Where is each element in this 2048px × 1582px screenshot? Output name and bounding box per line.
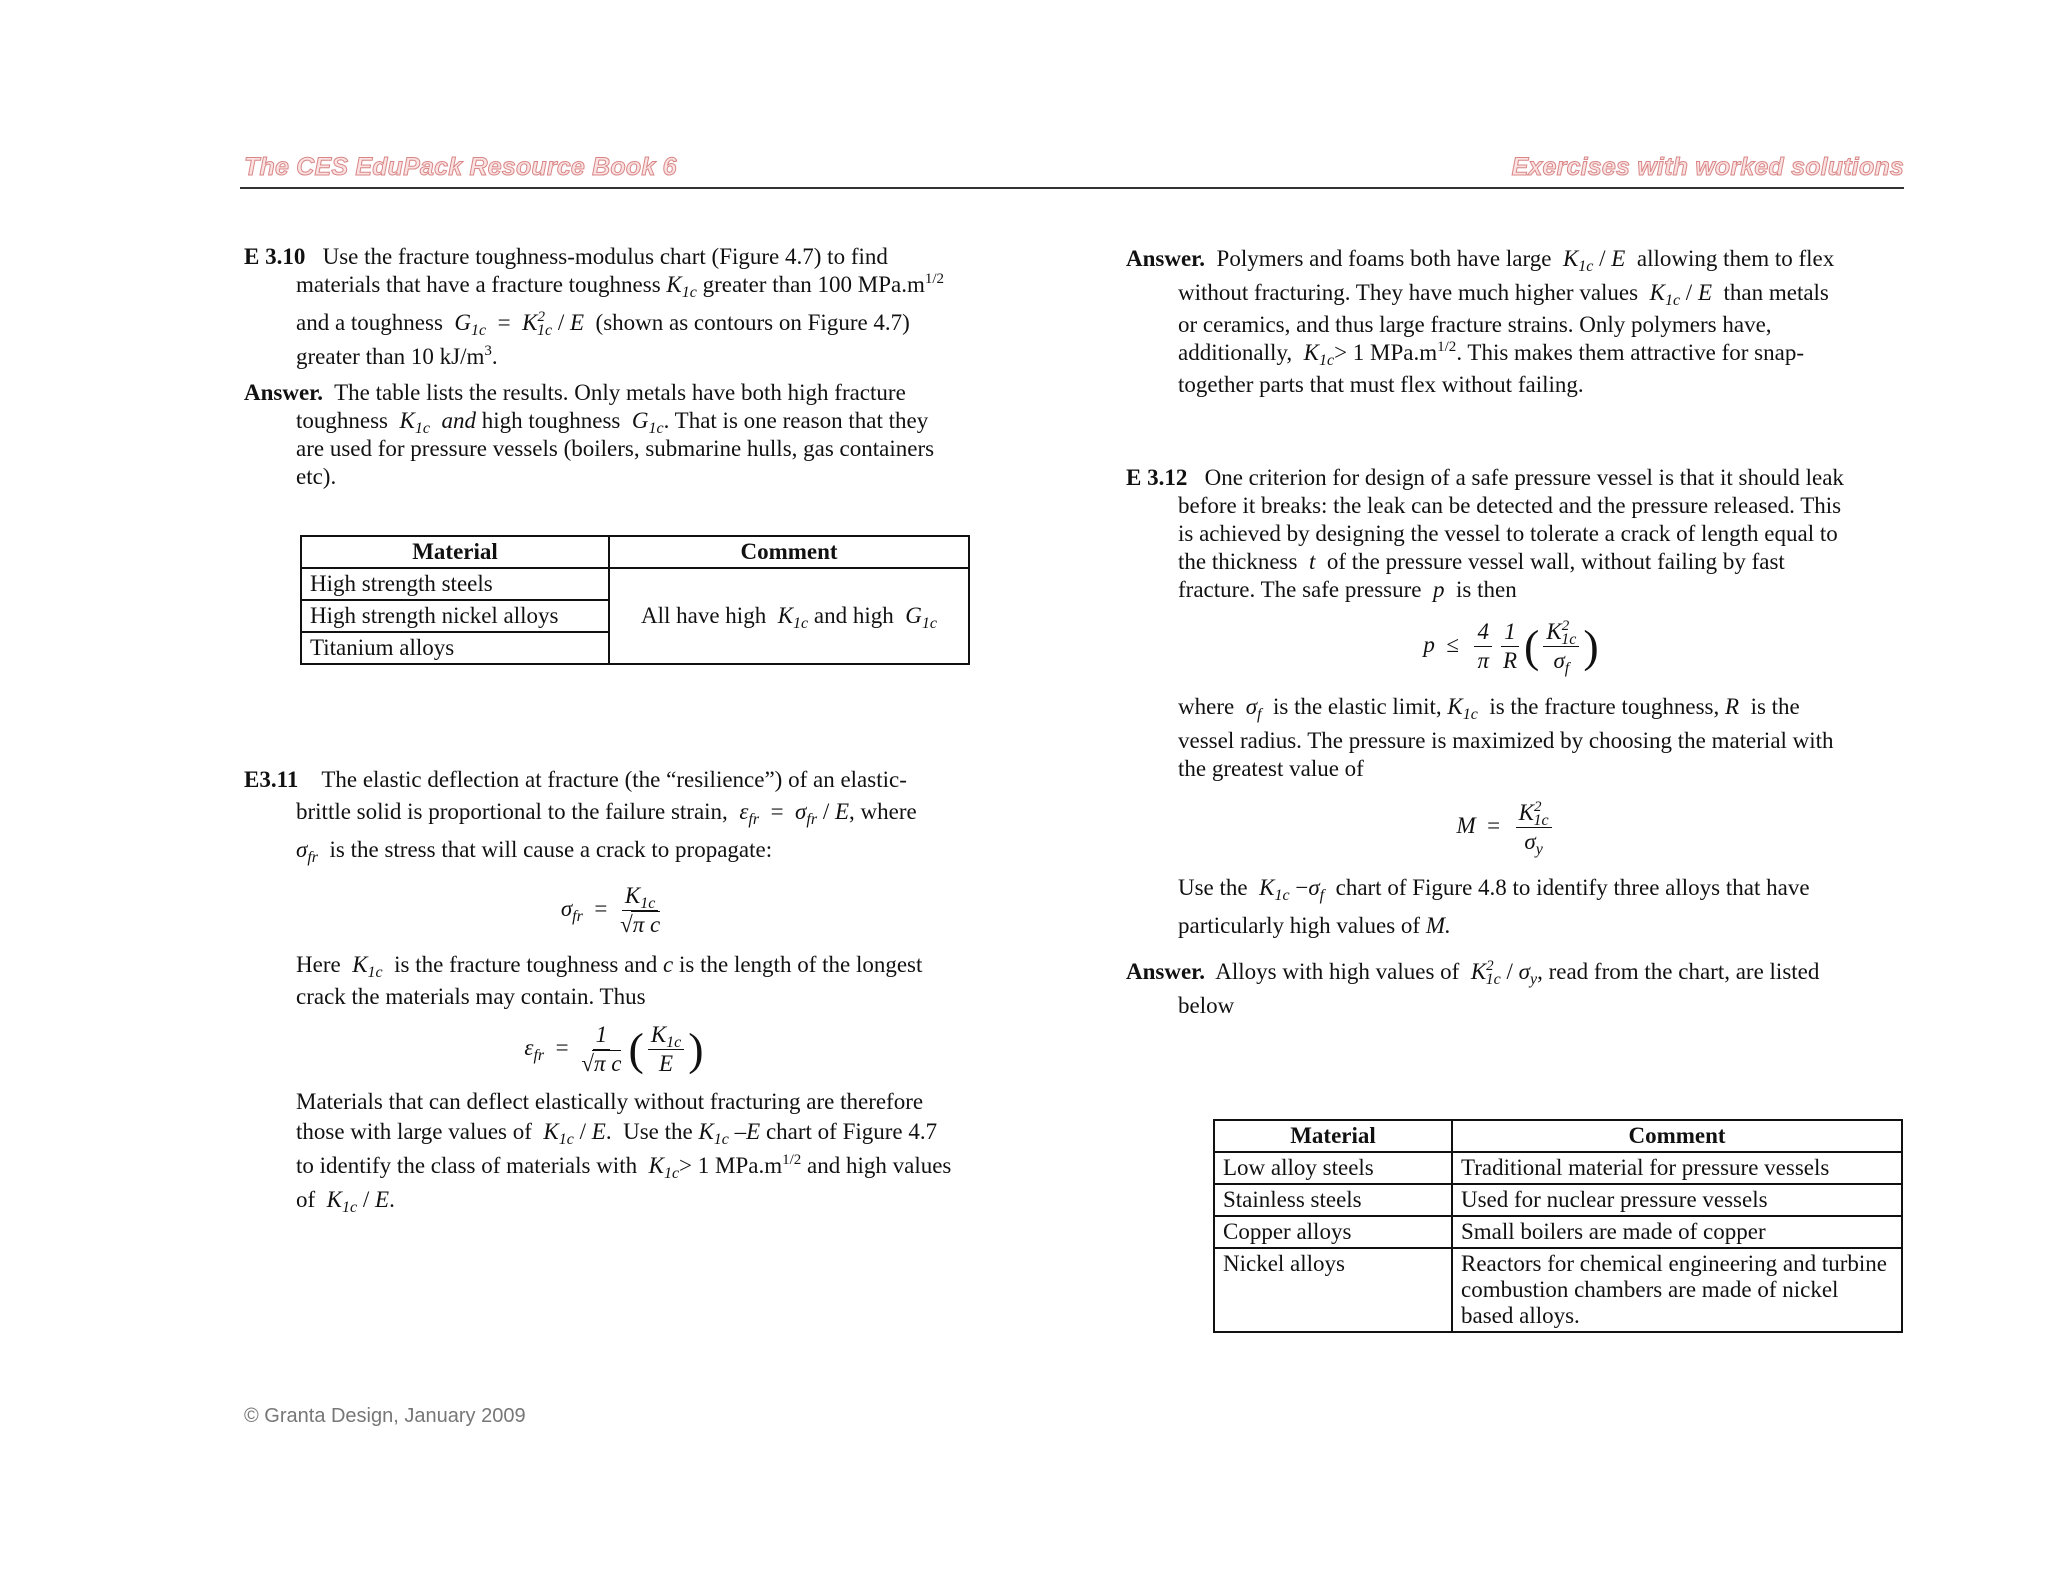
answer-text: . This makes them attractive for snap- bbox=[1456, 340, 1804, 365]
answer-text: Polymers and foams both have large bbox=[1216, 246, 1552, 271]
body-text: where bbox=[1178, 694, 1235, 719]
question-text: fracture. The safe pressure bbox=[1178, 577, 1422, 602]
exercise-label: E3.11 bbox=[244, 767, 299, 792]
answer-text: without fracturing. They have much higher values bbox=[1178, 280, 1639, 305]
table-header: Comment bbox=[1452, 1120, 1902, 1152]
body-text: c bbox=[663, 952, 674, 977]
header-rule bbox=[240, 187, 1904, 189]
question-text: Use the fracture toughness-modulus chart (Figure 4.7) to find bbox=[322, 244, 888, 269]
body-text: crack the materials may contain. Thus bbox=[296, 984, 646, 1009]
table-header: Material bbox=[1214, 1120, 1452, 1152]
answer-label: Answer. bbox=[244, 380, 324, 405]
exercise-label: E 3.10 bbox=[244, 244, 306, 269]
question-text: One criterion for design of a safe pressure vessel is that it should leak bbox=[1204, 465, 1844, 490]
table-cell: High strength steels bbox=[301, 568, 609, 600]
table-row bbox=[1214, 1184, 1902, 1216]
question-text: of the pressure vessel wall, without failing by fast bbox=[1326, 549, 1785, 574]
table-cell: Used for nuclear pressure vessels bbox=[1452, 1184, 1902, 1216]
body-text: the greatest value of bbox=[1178, 756, 1364, 781]
answer-text: The table lists the results. Only metals have both high fracture bbox=[334, 380, 906, 405]
equation-crack-stress: $\sigma_{fr}$ = $\frac{K_{1c}}{\text{√π c}}$ bbox=[560, 883, 661, 937]
body-text: Use the bbox=[623, 1119, 693, 1144]
answer-text: or ceramics, and thus large fracture strains. Only polymers have, bbox=[1178, 312, 1772, 337]
body-text: is the length of the longest bbox=[679, 952, 923, 977]
question-text: greater than 10 kJ/m bbox=[296, 344, 485, 369]
answer-text: . That is one reason that they bbox=[663, 408, 929, 433]
body-text: chart of Figure 4.7 bbox=[765, 1119, 938, 1144]
body-text: to identify the class of materials with bbox=[296, 1153, 638, 1178]
question-text: , where bbox=[849, 799, 917, 824]
running-header-left: The CES EduPack Resource Book 6 bbox=[244, 153, 677, 181]
table-cell: All have high $K_{1c}$ and high $G_{1c}$ bbox=[609, 568, 969, 664]
equation-fracture-strain: $\varepsilon_{fr}$ = $\frac{1}{\text{√π c}}$ ( $\frac{K_{1c}}{E}$ ) bbox=[524, 1022, 704, 1076]
body-text: Here bbox=[296, 952, 341, 977]
question-text: the thickness bbox=[1178, 549, 1298, 574]
copyright-footer: © Granta Design, January 2009 bbox=[244, 1405, 526, 1427]
answer-text: toughness bbox=[296, 408, 388, 433]
table-cell: Reactors for chemical engineering and turbine combustion chambers are made of nickel based alloys. bbox=[1452, 1248, 1902, 1332]
table-header: Material bbox=[301, 536, 609, 568]
question-text: materials that have a fracture toughness bbox=[296, 272, 661, 297]
table-cell: Stainless steels bbox=[1214, 1184, 1452, 1216]
question-text: is then bbox=[1456, 577, 1517, 602]
answer-text: allowing them to flex bbox=[1636, 246, 1835, 271]
body-text: > 1 MPa.m bbox=[679, 1153, 783, 1178]
question-text: greater than 100 MPa.m bbox=[702, 272, 925, 297]
body-text: those with large values of bbox=[296, 1119, 532, 1144]
answer-text: high toughness bbox=[481, 408, 621, 433]
question-text: (shown as contours on Figure 4.7) bbox=[595, 310, 910, 335]
equation-material-index: M = $\frac{K^2_{1c}}{\sigma_y}$ bbox=[1086, 799, 1926, 856]
answer-text: additionally, bbox=[1178, 340, 1293, 365]
exercise-3-10: E 3.10 Use the fracture toughness-modulus chart (Figure 4.7) to find materials that have a fracture toughness $K_{1c}$ greater than 100 $MPa.m^{1/2}$ and a toughness $G_{1c} = K^2_{1c} / E$ (shown as contours on Figure 4.7) greater than 10 $kJ/m^3$. Answer. The table lists the results. Only metals have both high fracture toughness $K_{1c}$ and high toughness $G_{1c}$. That is one reason that they are used for pressure vessels (boilers, submarine hulls, gas containers etc). bbox=[244, 243, 1024, 491]
question-text: is achieved by designing the vessel to tolerate a crack of length equal to bbox=[1178, 521, 1838, 546]
table-cell: Titanium alloys bbox=[301, 632, 609, 664]
answer-3-11: Answer. Polymers and foams both have large $K_{1c}$ / E allowing them to flex without fracturing. They have much higher values $K_{1c}$ / E than metals or ceramics, and thus large fracture strains. Only polymers have, additionally, $K_{1c}> 1$ $MPa.m^{1/2}$. This makes them attractive for snap- together parts that must flex without failing. bbox=[1126, 245, 1926, 399]
body-text: particularly high values of bbox=[1178, 913, 1421, 938]
body-text: is the elastic limit, bbox=[1272, 694, 1442, 719]
body-text: Materials that can deflect elastically without fracturing are therefore bbox=[296, 1089, 924, 1114]
body-text: vessel radius. The pressure is maximized by choosing the material with bbox=[1178, 728, 1834, 753]
exercise-3-12: E 3.12 One criterion for design of a safe pressure vessel is that it should leak before it breaks: the leak can be detected and the pressure released. This is achieved by designing the vessel to tolerate a crack of length equal to the thickness t of the pressure vessel wall, without failing by fast fracture. The safe pressure p is then p ≤ $\frac{4}{\pi}$ $\frac{1}{R}$ ( $\frac{K^2_{1c}}{\sigma_f}$ ) where $\sigma_f$ is the elastic limit, $K_{1c}$ is the fracture toughness, R is the vessel radius. The pressure is maximized by choosing the material with the greatest value of M = $\frac{K^2_{1c}}{\sigma_y}$ Use the $K_{1c} -\sigma_f$ chart of Figure 4.8 to identify three alloys that have particularly high values of M. Answer. Alloys with high values of $K^2_{1c} / \sigma_y$, read from the chart, are listed below bbox=[1126, 464, 1926, 1020]
answer-text: together parts that must flex without failing. bbox=[1178, 372, 1584, 397]
answer-label: Answer. bbox=[1126, 959, 1206, 984]
body-text: is the fracture toughness, bbox=[1489, 694, 1720, 719]
table-row bbox=[1214, 1216, 1902, 1248]
table-cell: Traditional material for pressure vessels bbox=[1452, 1152, 1902, 1184]
question-text: is the stress that will cause a crack to propagate: bbox=[329, 837, 773, 862]
table-cell: Nickel alloys bbox=[1214, 1248, 1452, 1332]
table-high-toughness-materials bbox=[300, 535, 970, 665]
table-row bbox=[301, 568, 969, 600]
answer-text: than metals bbox=[1723, 280, 1829, 305]
answer-text: below bbox=[1178, 993, 1235, 1018]
answer-text: etc). bbox=[296, 464, 337, 489]
exercise-label: E 3.12 bbox=[1126, 465, 1188, 490]
exercise-3-11: E3.11 The elastic deflection at fracture (the “resilience”) of an elastic- brittle solid is proportional to the failure strain, $\varepsilon_{fr} = \sigma_{fr} / E$, where $\sigma_{fr}$ is the stress that will cause a crack to propagate: $\sigma_{fr}$ = $\frac{K_{1c}}{\text{√π c}}$ Here $K_{1c}$ is the fracture toughness and c is the length of the longest crack the materials may contain. Thus $\varepsilon_{fr}$ = $\frac{1}{\text{√π c}}$ ( $\frac{K_{1c}}{E}$ ) Materials that can deflect elastically without fracturing are therefore those with large values of $K_{1c}$ / E. Use the $K_{1c}$ –E chart of Figure 4.7 to identify the class of materials with $K_{1c}> 1$ $MPa.m^{1/2}$ and high values of $K_{1c}$ / E. bbox=[244, 766, 1024, 1214]
body-text: chart of Figure 4.8 to identify three alloys that have bbox=[1335, 875, 1810, 900]
body-text: of bbox=[296, 1187, 316, 1212]
answer-text: Alloys with high values of bbox=[1215, 959, 1460, 984]
table-cell: Copper alloys bbox=[1214, 1216, 1452, 1248]
question-text: and a toughness bbox=[296, 310, 443, 335]
running-header-right: Exercises with worked solutions bbox=[1511, 153, 1904, 181]
answer-text: are used for pressure vessels (boilers, submarine hulls, gas containers bbox=[296, 436, 935, 461]
body-text: and high values bbox=[807, 1153, 952, 1178]
table-header: Comment bbox=[609, 536, 969, 568]
body-text: Use the bbox=[1178, 875, 1248, 900]
question-text: brittle solid is proportional to the failure strain, bbox=[296, 799, 728, 824]
table-cell: Small boilers are made of copper bbox=[1452, 1216, 1902, 1248]
table-pressure-vessel-alloys bbox=[1213, 1119, 1903, 1333]
table-cell: High strength nickel alloys bbox=[301, 600, 609, 632]
table-cell: Low alloy steels bbox=[1214, 1152, 1452, 1184]
answer-text: , read from the chart, are listed bbox=[1537, 959, 1820, 984]
body-text: is the fracture toughness and bbox=[394, 952, 658, 977]
body-text: is the bbox=[1750, 694, 1800, 719]
question-text: before it breaks: the leak can be detected and the pressure released. This bbox=[1178, 493, 1842, 518]
table-row bbox=[1214, 1248, 1902, 1332]
table-row bbox=[1214, 1152, 1902, 1184]
answer-label: Answer. bbox=[1126, 246, 1206, 271]
equation-safe-pressure: p ≤ $\frac{4}{\pi}$ $\frac{1}{R}$ ( $\frac{K^2_{1c}}{\sigma_f}$ ) bbox=[1423, 618, 1599, 677]
question-text: The elastic deflection at fracture (the “resilience”) of an elastic- bbox=[321, 767, 907, 792]
answer-text: > 1 MPa.m bbox=[1334, 340, 1438, 365]
answer-text: and bbox=[441, 408, 476, 433]
